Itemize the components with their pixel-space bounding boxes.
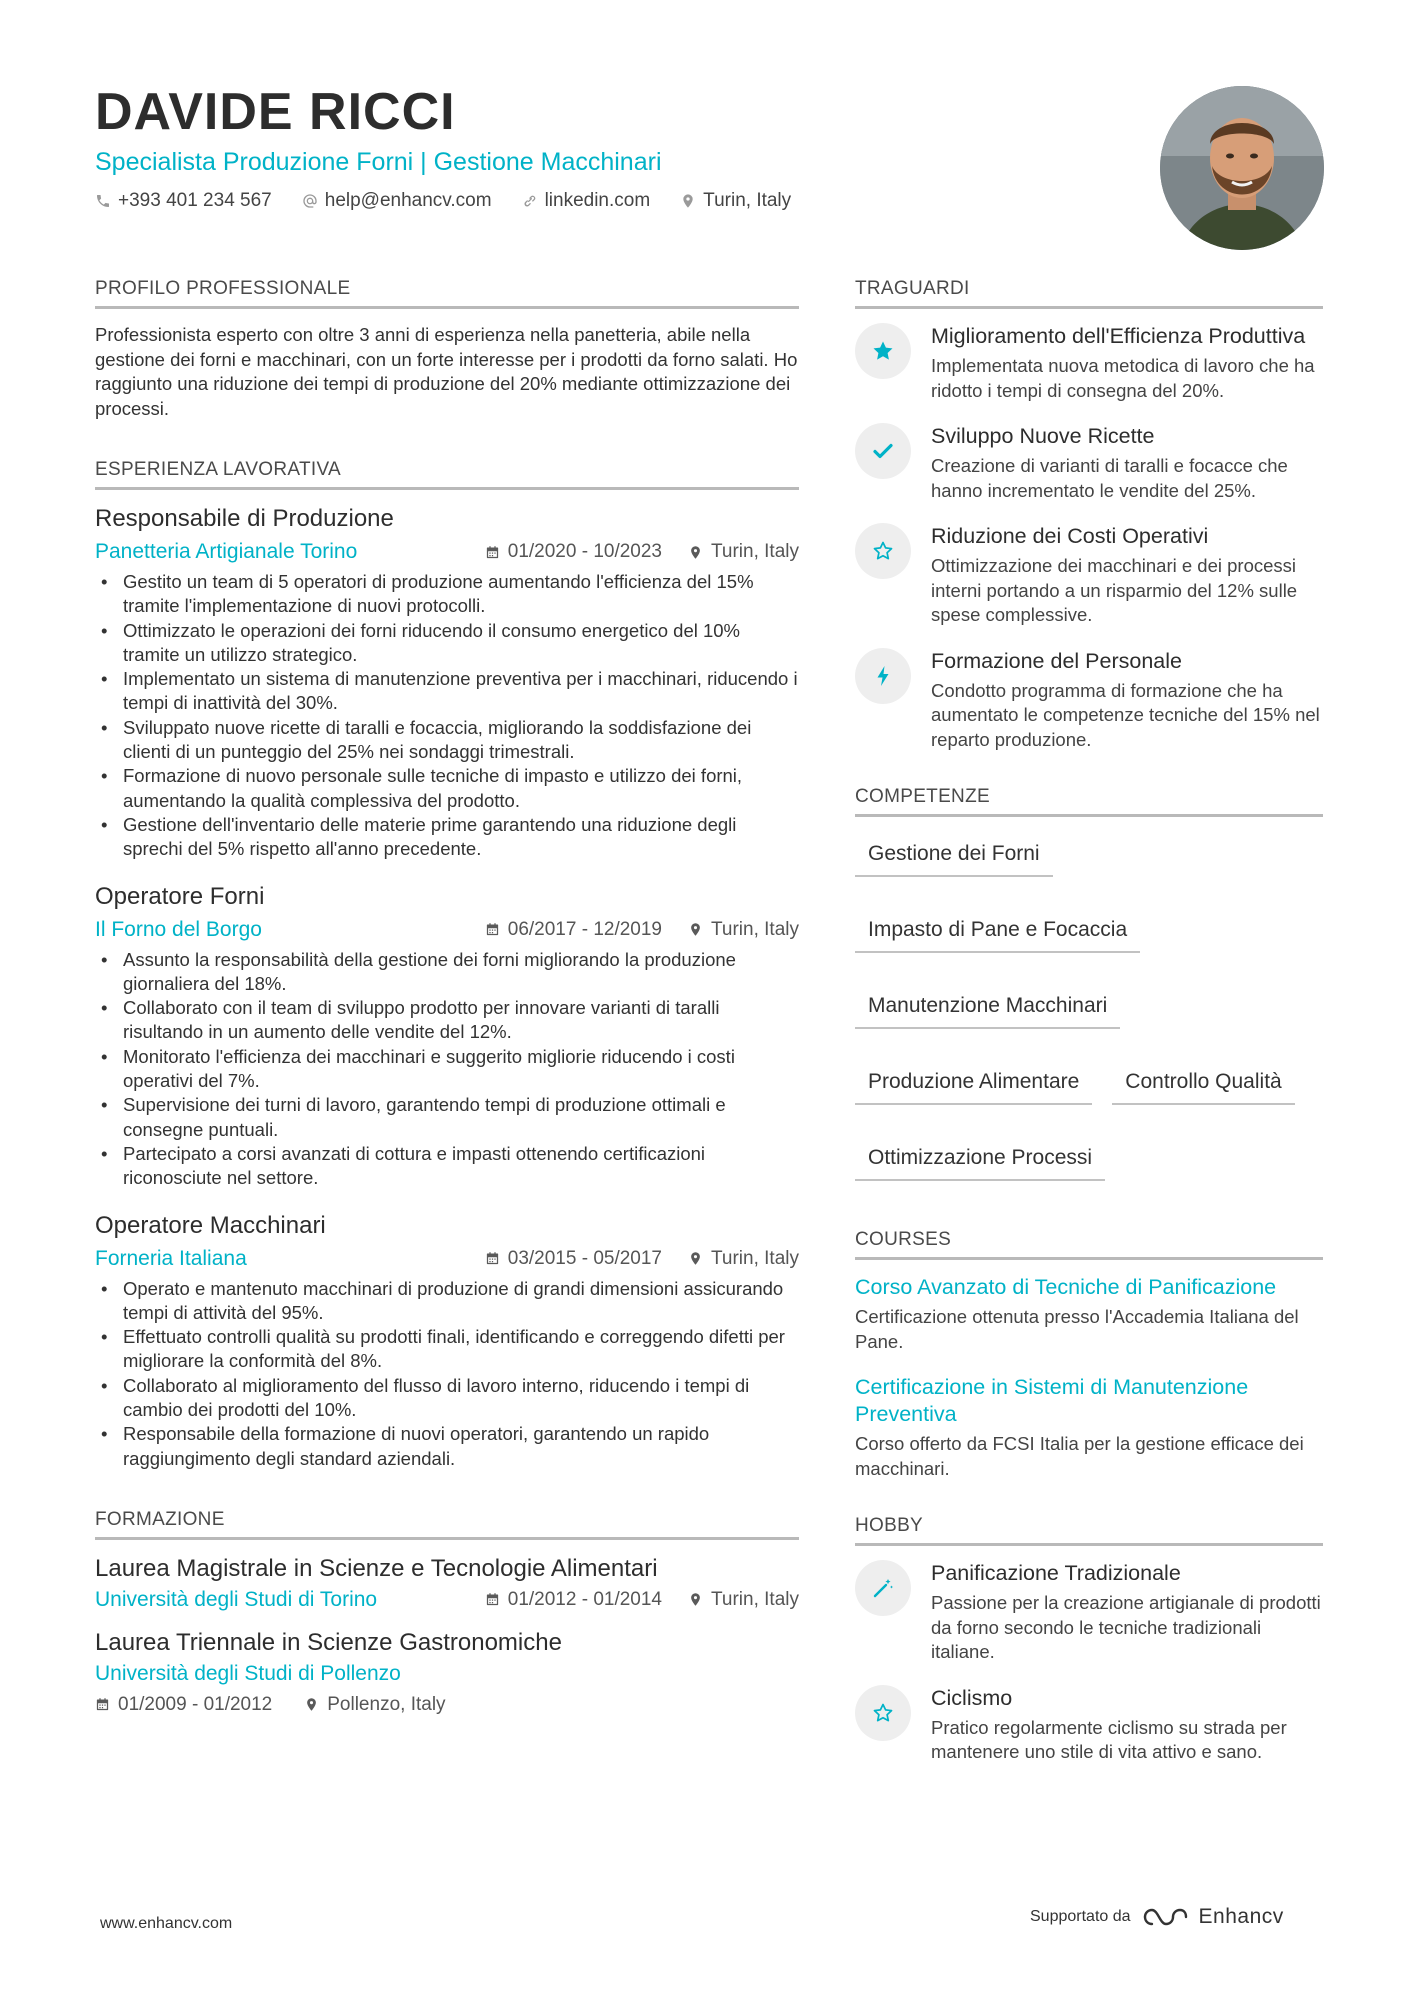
achievement-item bbox=[855, 648, 1323, 753]
contact-linkedin[interactable] bbox=[522, 190, 651, 212]
contact-phone bbox=[95, 190, 272, 212]
contact-bar bbox=[95, 190, 1125, 212]
location-pin-icon bbox=[688, 545, 703, 560]
profile-photo bbox=[1160, 86, 1324, 250]
job-meta-right bbox=[485, 1248, 799, 1270]
job-dates-text: 06/2017 - 12/2019 bbox=[507, 918, 662, 940]
linkedin-text[interactable]: linkedin.com bbox=[544, 190, 651, 211]
job-location bbox=[688, 541, 799, 563]
job-bullet: • Effettuato controlli qualità su prodotti finali, identificando e correggendo difetti per migliorare la conformità del 8%. bbox=[95, 1325, 799, 1374]
section-title-hobbies: HOBBY bbox=[855, 1515, 1323, 1546]
job-meta bbox=[95, 916, 799, 944]
star-outline-icon bbox=[855, 1685, 911, 1741]
job-meta bbox=[95, 1245, 799, 1273]
achievement-title: Miglioramento dell'Efficienza Produttiva bbox=[931, 324, 1306, 348]
hobby-desc: Pratico regolarmente ciclismo su strada per mantenere uno stile di vita attivo e sano. bbox=[931, 1716, 1287, 1762]
left-column bbox=[95, 278, 799, 1730]
company-name: Panetteria Artigianale Torino bbox=[95, 540, 358, 563]
education-dates bbox=[485, 1589, 662, 1611]
job-bullet: • Operato e mantenuto macchinari di produzione di grandi dimensioni assicurando tempi di attività del 95%. bbox=[95, 1277, 799, 1326]
calendar-icon bbox=[485, 922, 500, 937]
section-title-profile: PROFILO PROFESSIONALE bbox=[95, 278, 799, 309]
job-bullets bbox=[95, 948, 799, 1191]
hobby-title: Ciclismo bbox=[931, 1685, 1013, 1710]
job-location-text: Turin, Italy bbox=[711, 541, 799, 562]
location-pin-icon bbox=[304, 1697, 319, 1712]
contact-location bbox=[680, 190, 791, 212]
calendar-icon bbox=[485, 1251, 500, 1266]
job-location bbox=[688, 1248, 799, 1270]
job-bullet: • Formazione di nuovo personale sulle tecniche di impasto e utilizzo dei forni, aumentando la qualità complessiva del prodotto. bbox=[95, 764, 799, 813]
at-icon bbox=[302, 193, 318, 209]
achievement-item bbox=[855, 423, 1323, 503]
hobby-desc: Passione per la creazione artigianale di prodotti da forno secondo le tecniche tradizionali italiane. bbox=[931, 1592, 1321, 1662]
contact-email[interactable] bbox=[302, 190, 492, 212]
skill-tag: Controllo Qualità bbox=[1112, 1065, 1294, 1105]
location-pin-icon bbox=[688, 1251, 703, 1266]
skill-tag: Impasto di Pane e Focaccia bbox=[855, 913, 1140, 953]
education-meta-right bbox=[485, 1589, 799, 1611]
phone-text: +393 401 234 567 bbox=[118, 190, 272, 211]
job-bullets bbox=[95, 570, 799, 862]
link-icon bbox=[522, 193, 538, 209]
job-bullet: • Ottimizzato le operazioni dei forni riducendo il consumo energetico del 10% tramite un utilizzo strategico. bbox=[95, 619, 799, 668]
profile-summary: Professionista esperto con oltre 3 anni di esperienza nella panetteria, abile nella gestione dei forni e macchinari, con un forte interesse per i prodotti da forno salati. Ho raggiunto una riduzione dei tempi di produzione del 20% mediante ottimizzazione dei processi. bbox=[95, 324, 798, 419]
hobby-body bbox=[931, 1560, 1323, 1665]
location-pin-icon bbox=[688, 922, 703, 937]
calendar-icon bbox=[485, 545, 500, 560]
education-location bbox=[304, 1694, 445, 1716]
course-title: Certificazione in Sistemi di Manutenzione Preventiva bbox=[855, 1375, 1249, 1426]
section-title-education: FORMAZIONE bbox=[95, 1509, 799, 1540]
school-name: Università degli Studi di Torino bbox=[95, 1587, 378, 1611]
magic-wand-icon bbox=[855, 1560, 911, 1616]
education-dates-text: 01/2009 - 01/2012 bbox=[118, 1693, 273, 1715]
education-meta bbox=[95, 1694, 799, 1716]
footer-branding bbox=[1030, 1905, 1284, 1929]
right-column bbox=[855, 278, 1323, 1785]
hobby-body bbox=[931, 1685, 1323, 1765]
section-title-courses: COURSES bbox=[855, 1229, 1323, 1260]
job-bullet: • Supervisione dei turni di lavoro, garantendo tempi di produzione ottimali e consegne puntuali. bbox=[95, 1093, 799, 1142]
course-item bbox=[855, 1374, 1323, 1481]
education-dates bbox=[95, 1694, 272, 1716]
course-desc: Corso offerto da FCSI Italia per la gestione efficace dei macchinari. bbox=[855, 1433, 1304, 1479]
achievement-body bbox=[931, 648, 1323, 753]
achievement-item bbox=[855, 523, 1323, 628]
calendar-icon bbox=[95, 1697, 110, 1712]
skill-tag: Gestione dei Forni bbox=[855, 837, 1053, 877]
job-dates bbox=[485, 541, 662, 563]
achievement-title: Sviluppo Nuove Ricette bbox=[931, 424, 1155, 448]
education-location-text: Turin, Italy bbox=[711, 1588, 799, 1610]
candidate-title: Specialista Produzione Forni | Gestione Macchinari bbox=[95, 148, 662, 176]
achievement-body bbox=[931, 423, 1323, 503]
job-bullet: • Collaborato al miglioramento del flusso di lavoro interno, riducendo i tempi di cambio dei prodotti del 10%. bbox=[95, 1374, 799, 1423]
job-bullets bbox=[95, 1277, 799, 1471]
job-title: Operatore Macchinari bbox=[95, 1211, 326, 1239]
degree-title: Laurea Triennale in Scienze Gastronomiche bbox=[95, 1628, 562, 1656]
section-title-experience: ESPERIENZA LAVORATIVA bbox=[95, 459, 799, 490]
brand-name[interactable]: Enhancv bbox=[1198, 1905, 1284, 1928]
check-icon bbox=[855, 423, 911, 479]
achievement-title: Formazione del Personale bbox=[931, 648, 1182, 673]
resume-header bbox=[95, 82, 1125, 212]
skill-tag: Ottimizzazione Processi bbox=[855, 1141, 1105, 1181]
education-location bbox=[688, 1589, 799, 1611]
experience-item bbox=[95, 1211, 799, 1471]
star-outline-icon bbox=[855, 523, 911, 579]
avatar-illustration bbox=[1160, 86, 1324, 250]
achievement-desc: Creazione di varianti di taralli e focacce che hanno incrementato le vendite del 25%. bbox=[931, 455, 1288, 501]
candidate-name: DAVIDE RICCI bbox=[95, 83, 456, 141]
powered-by-text: Supportato da bbox=[1030, 1908, 1131, 1925]
section-title-achievements: TRAGUARDI bbox=[855, 278, 1323, 309]
job-bullet: • Sviluppato nuove ricette di taralli e focaccia, migliorando la soddisfazione dei clienti di un punteggio del 25% nei sondaggi trimestrali. bbox=[95, 716, 799, 765]
job-bullet: • Monitorato l'efficienza dei macchinari e suggerito migliorie riducendo i costi operativi del 7%. bbox=[95, 1045, 799, 1094]
phone-icon bbox=[95, 193, 111, 209]
job-dates-text: 03/2015 - 05/2017 bbox=[507, 1247, 662, 1269]
job-meta-right bbox=[485, 919, 799, 941]
education-item bbox=[95, 1628, 799, 1716]
achievement-body bbox=[931, 523, 1323, 628]
experience-item bbox=[95, 882, 799, 1191]
achievement-item bbox=[855, 323, 1323, 403]
job-bullet: • Gestito un team di 5 operatori di produzione aumentando l'efficienza del 15% tramite l'implementazione di nuovi protocolli. bbox=[95, 570, 799, 619]
skill-tag: Produzione Alimentare bbox=[855, 1065, 1092, 1105]
skills-list bbox=[855, 831, 1323, 1181]
school-name: Università degli Studi di Pollenzo bbox=[95, 1661, 401, 1685]
job-meta-right bbox=[485, 541, 799, 563]
job-title: Operatore Forni bbox=[95, 882, 265, 910]
achievement-body bbox=[931, 323, 1323, 403]
job-location-text: Turin, Italy bbox=[711, 1247, 799, 1269]
achievement-desc: Implementata nuova metodica di lavoro che ha ridotto i tempi di consegna del 20%. bbox=[931, 355, 1315, 401]
achievement-title: Riduzione dei Costi Operativi bbox=[931, 524, 1209, 548]
skill-tag: Manutenzione Macchinari bbox=[855, 989, 1120, 1029]
education-dates-text: 01/2012 - 01/2014 bbox=[507, 1588, 662, 1610]
email-text[interactable]: help@enhancv.com bbox=[324, 190, 492, 211]
job-bullet: • Partecipato a corsi avanzati di cottura e impasti ottenendo certificazioni riconosciute nel settore. bbox=[95, 1142, 799, 1191]
location-text: Turin, Italy bbox=[703, 190, 792, 211]
job-location-text: Turin, Italy bbox=[711, 918, 799, 940]
job-dates-text: 01/2020 - 10/2023 bbox=[507, 541, 662, 562]
job-bullet: • Collaborato con il team di sviluppo prodotto per innovare varianti di taralli risultando in un aumento delle vendite del 12%. bbox=[95, 996, 799, 1045]
company-name: Forneria Italiana bbox=[95, 1246, 247, 1270]
hobby-title: Panificazione Tradizionale bbox=[931, 1561, 1181, 1585]
location-pin-icon bbox=[680, 193, 696, 209]
job-bullet: • Gestione dell'inventario delle materie prime garantendo una riduzione degli sprechi del 5% rispetto all'anno precedente. bbox=[95, 813, 799, 862]
achievement-desc: Condotto programma di formazione che ha aumentato le competenze tecniche del 15% nel reparto produzione. bbox=[931, 679, 1320, 750]
job-bullet: • Assunto la responsabilità della gestione dei forni migliorando la produzione giornaliera del 18%. bbox=[95, 948, 799, 997]
course-item bbox=[855, 1274, 1323, 1354]
course-title: Corso Avanzato di Tecniche di Panificazione bbox=[855, 1275, 1277, 1299]
hobby-item bbox=[855, 1560, 1323, 1665]
company-name: Il Forno del Borgo bbox=[95, 917, 262, 941]
bolt-icon bbox=[855, 648, 911, 704]
enhancv-logo-icon bbox=[1141, 1905, 1189, 1929]
education-item bbox=[95, 1554, 799, 1614]
job-title: Responsabile di Produzione bbox=[95, 505, 394, 532]
location-pin-icon bbox=[688, 1592, 703, 1607]
calendar-icon bbox=[485, 1592, 500, 1607]
degree-title: Laurea Magistrale in Scienze e Tecnologie Alimentari bbox=[95, 1554, 658, 1582]
achievement-desc: Ottimizzazione dei macchinari e dei processi interni portando a un risparmio del 12% sulle spese complessive. bbox=[931, 555, 1298, 625]
job-bullet: • Implementato un sistema di manutenzione preventiva per i macchinari, riducendo i tempi di inattività del 30%. bbox=[95, 667, 799, 716]
star-filled-icon bbox=[855, 323, 911, 379]
education-meta bbox=[95, 1586, 799, 1614]
job-meta bbox=[95, 538, 799, 566]
education-location-text: Pollenzo, Italy bbox=[327, 1693, 446, 1715]
job-dates bbox=[485, 1248, 662, 1270]
section-title-skills: COMPETENZE bbox=[855, 786, 1323, 817]
footer-website[interactable]: www.enhancv.com bbox=[100, 1915, 233, 1932]
job-dates bbox=[485, 919, 662, 941]
course-desc: Certificazione ottenuta presso l'Accademia Italiana del Pane. bbox=[855, 1306, 1299, 1352]
hobby-item bbox=[855, 1685, 1323, 1765]
experience-item bbox=[95, 504, 799, 862]
job-location bbox=[688, 919, 799, 941]
job-bullet: • Responsabile della formazione di nuovi operatori, garantendo un rapido raggiungimento degli standard aziendali. bbox=[95, 1422, 799, 1471]
